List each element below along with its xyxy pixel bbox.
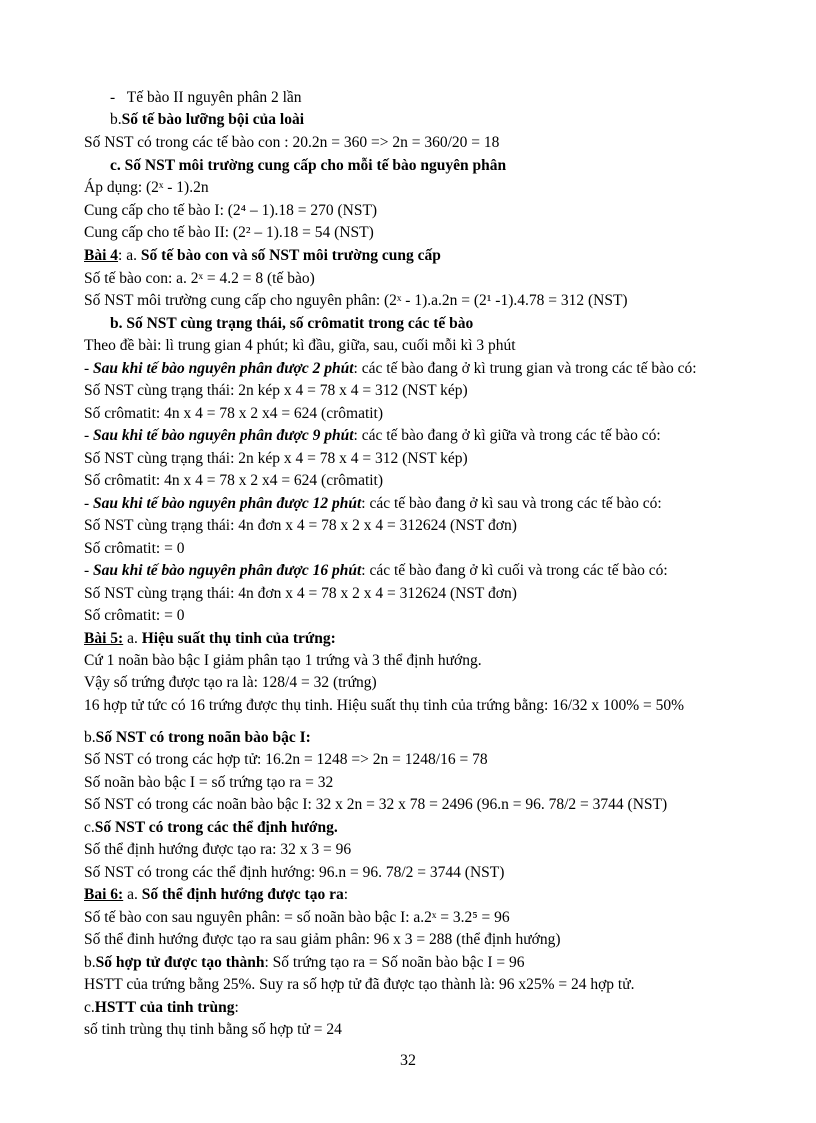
phase-line	[84, 494, 662, 514]
text: Tế bào II nguyên phân 2 lần	[126, 89, 302, 106]
phase-title: Sau khi tế bào nguyên phân được 12 phút	[93, 495, 362, 512]
text-line	[84, 133, 499, 153]
text: Số NST có trong các thể định hướng: 96.n = 96. 78/2 = 3744 (NST)	[84, 864, 505, 881]
heading-text: HSTT của tinh trùng	[94, 999, 235, 1016]
text: Số NST có trong các hợp tử: 16.2n = 1248 => 2n = 1248/16 = 78	[84, 751, 488, 768]
text: : các tế bào đang ở kì trung gian và trong các tế bào có:	[353, 360, 697, 377]
heading-text: Số thể định hướng được tạo ra	[141, 886, 344, 903]
exercise-heading	[84, 885, 348, 905]
text: Số thể đinh hướng được tạo ra sau giảm phân: 96 x 3 = 288 (thể định hướng)	[84, 931, 561, 948]
text: Áp dụng: (2ˣ - 1).2n	[84, 179, 209, 196]
colon: :	[343, 886, 349, 903]
exercise-heading	[84, 629, 336, 649]
text-line	[84, 673, 377, 693]
heading-text: Số NST có trong noãn bào bậc I:	[95, 729, 311, 746]
text: số tinh trùng thụ tinh bằng số hợp tử = 24	[84, 1021, 342, 1038]
heading-b	[110, 314, 473, 334]
phase-title: Sau khi tế bào nguyên phân được 9 phút	[93, 427, 354, 444]
text-line	[84, 291, 628, 311]
page-number: 32	[400, 1052, 416, 1069]
dash: -	[84, 495, 94, 512]
text-line	[84, 606, 184, 626]
heading-c	[84, 818, 338, 838]
text-line	[84, 223, 374, 243]
text-line	[84, 975, 635, 995]
text-line	[84, 1020, 342, 1040]
text-line	[84, 201, 377, 221]
text-line	[84, 449, 468, 469]
text: 16 hợp tử tức có 16 trứng được thụ tinh. Hiệu suất thụ tinh của trứng bằng: 16/32 x 100% = 50%	[84, 697, 685, 714]
text: Cung cấp cho tế bào II: (2² – 1).18 = 54 (NST)	[84, 224, 374, 241]
text: Số crômatit: 4n x 4 = 78 x 2 x4 = 624 (crômatit)	[84, 405, 384, 422]
label: b.	[84, 954, 96, 971]
heading-text: c. Số NST môi trường cung cấp cho mỗi tế bào nguyên phân	[110, 157, 507, 174]
text-line	[84, 863, 504, 883]
text: Số thể định hướng được tạo ra: 32 x 3 = 96	[84, 841, 352, 858]
text-line	[84, 178, 209, 198]
heading-text: Số tế bào lưỡng bội của loài	[121, 111, 305, 128]
heading-text: Số tế bào con và số NST môi trường cung cấp	[140, 247, 441, 264]
text: Số noãn bào bậc I = số trứng tạo ra = 32	[84, 774, 334, 791]
heading-text: b. Số NST cùng trạng thái, số crômatit trong các tế bào	[110, 315, 474, 332]
text-line	[84, 516, 517, 536]
text-line	[84, 269, 315, 289]
text: Số tế bào con sau nguyên phân: = số noãn bào bậc I: a.2ˣ = 3.2⁵ = 96	[84, 909, 510, 926]
label: b.	[110, 111, 122, 128]
dash-bullet: -	[110, 89, 127, 106]
text: Theo đề bài: lì trung gian 4 phút; kì đầu, giữa, sau, cuối mỗi kì 3 phút	[84, 337, 516, 354]
label: : a.	[118, 247, 141, 264]
text: : các tế bào đang ở kì cuối và trong các tế bào có:	[361, 562, 668, 579]
label: b.	[84, 729, 96, 746]
dash: -	[84, 562, 94, 579]
text: Vậy số trứng được tạo ra là: 128/4 = 32 (trứng)	[84, 674, 377, 691]
text-line	[84, 381, 468, 401]
text-line	[84, 336, 516, 356]
label: c.	[84, 999, 95, 1016]
label: c.	[84, 819, 95, 836]
text: : các tế bào đang ở kì giữa và trong các tế bào có:	[353, 427, 661, 444]
text-line	[84, 750, 488, 770]
text: Số NST cùng trạng thái: 2n kép x 4 = 78 x 4 = 312 (NST kép)	[84, 450, 468, 467]
text: Số NST có trong các tế bào con : 20.2n = 360 => 2n = 360/20 = 18	[84, 134, 500, 151]
phase-line	[84, 426, 661, 446]
text-line	[84, 651, 482, 671]
text: Số crômatit: 4n x 4 = 78 x 2 x4 = 624 (crômatit)	[84, 472, 384, 489]
text: Số NST cùng trạng thái: 2n kép x 4 = 78 x 4 = 312 (NST kép)	[84, 382, 468, 399]
text-line	[84, 584, 517, 604]
exercise-heading	[84, 246, 441, 266]
dash: -	[84, 427, 94, 444]
text: Số crômatit: = 0	[84, 540, 185, 557]
heading-b	[110, 110, 304, 130]
heading-text: Số hợp tử được tạo thành	[95, 954, 265, 971]
text-line	[84, 404, 383, 424]
text: Số NST môi trường cung cấp cho nguyên phân: (2ˣ - 1).a.2n = (2¹ -1).4.78 = 312 (NST)	[84, 292, 628, 309]
phase-title: Sau khi tế bào nguyên phân được 16 phút	[93, 562, 362, 579]
phase-line	[84, 561, 668, 581]
text-line	[84, 908, 510, 928]
text: Cung cấp cho tế bào I: (2⁴ – 1).18 = 270 (NST)	[84, 202, 378, 219]
heading-text: Số NST có trong các thể định hướng.	[94, 819, 338, 836]
text-line	[84, 696, 684, 716]
text-line	[84, 840, 351, 860]
text: Số crômatit: = 0	[84, 607, 185, 624]
phase-line	[84, 359, 697, 379]
label: a.	[123, 886, 142, 903]
text: Số NST có trong các noãn bào bậc I: 32 x 2n = 32 x 78 = 2496 (96.n = 96. 78/2 = 3744 (NST)	[84, 796, 668, 813]
text-line	[84, 471, 383, 491]
exercise-label: Bài 5:	[84, 630, 124, 647]
text: : Số trứng tạo ra = Số noãn bào bậc I = 96	[264, 954, 525, 971]
text-line	[84, 930, 561, 950]
text: Số NST cùng trạng thái: 4n đơn x 4 = 78 x 2 x 4 = 312624 (NST đơn)	[84, 585, 517, 602]
bullet-line	[110, 88, 302, 108]
text: Số NST cùng trạng thái: 4n đơn x 4 = 78 x 2 x 4 = 312624 (NST đơn)	[84, 517, 517, 534]
heading-b	[84, 953, 525, 973]
text-line	[84, 773, 333, 793]
colon: :	[234, 999, 239, 1016]
phase-title: Sau khi tế bào nguyên phân được 2 phút	[93, 360, 354, 377]
heading-text: Hiệu suất thụ tinh của trứng:	[141, 630, 336, 647]
text: Số tế bào con: a. 2ˣ = 4.2 = 8 (tế bào)	[84, 270, 315, 287]
text-line	[84, 795, 667, 815]
text: Cứ 1 noãn bào bậc I giảm phân tạo 1 trứng và 3 thể định hướng.	[84, 652, 482, 669]
heading-c	[84, 998, 239, 1018]
text-line	[84, 539, 184, 559]
heading-c	[110, 156, 506, 176]
exercise-label: Bài 4	[84, 247, 119, 264]
text: HSTT của trứng bằng 25%. Suy ra số hợp tử đã được tạo thành là: 96 x25% = 24 hợp tử.	[84, 976, 635, 993]
exercise-label: Bai 6:	[84, 886, 124, 903]
label: a.	[123, 630, 142, 647]
dash: -	[84, 360, 94, 377]
text: : các tế bào đang ở kì sau và trong các tế bào có:	[361, 495, 662, 512]
heading-b	[84, 728, 311, 748]
